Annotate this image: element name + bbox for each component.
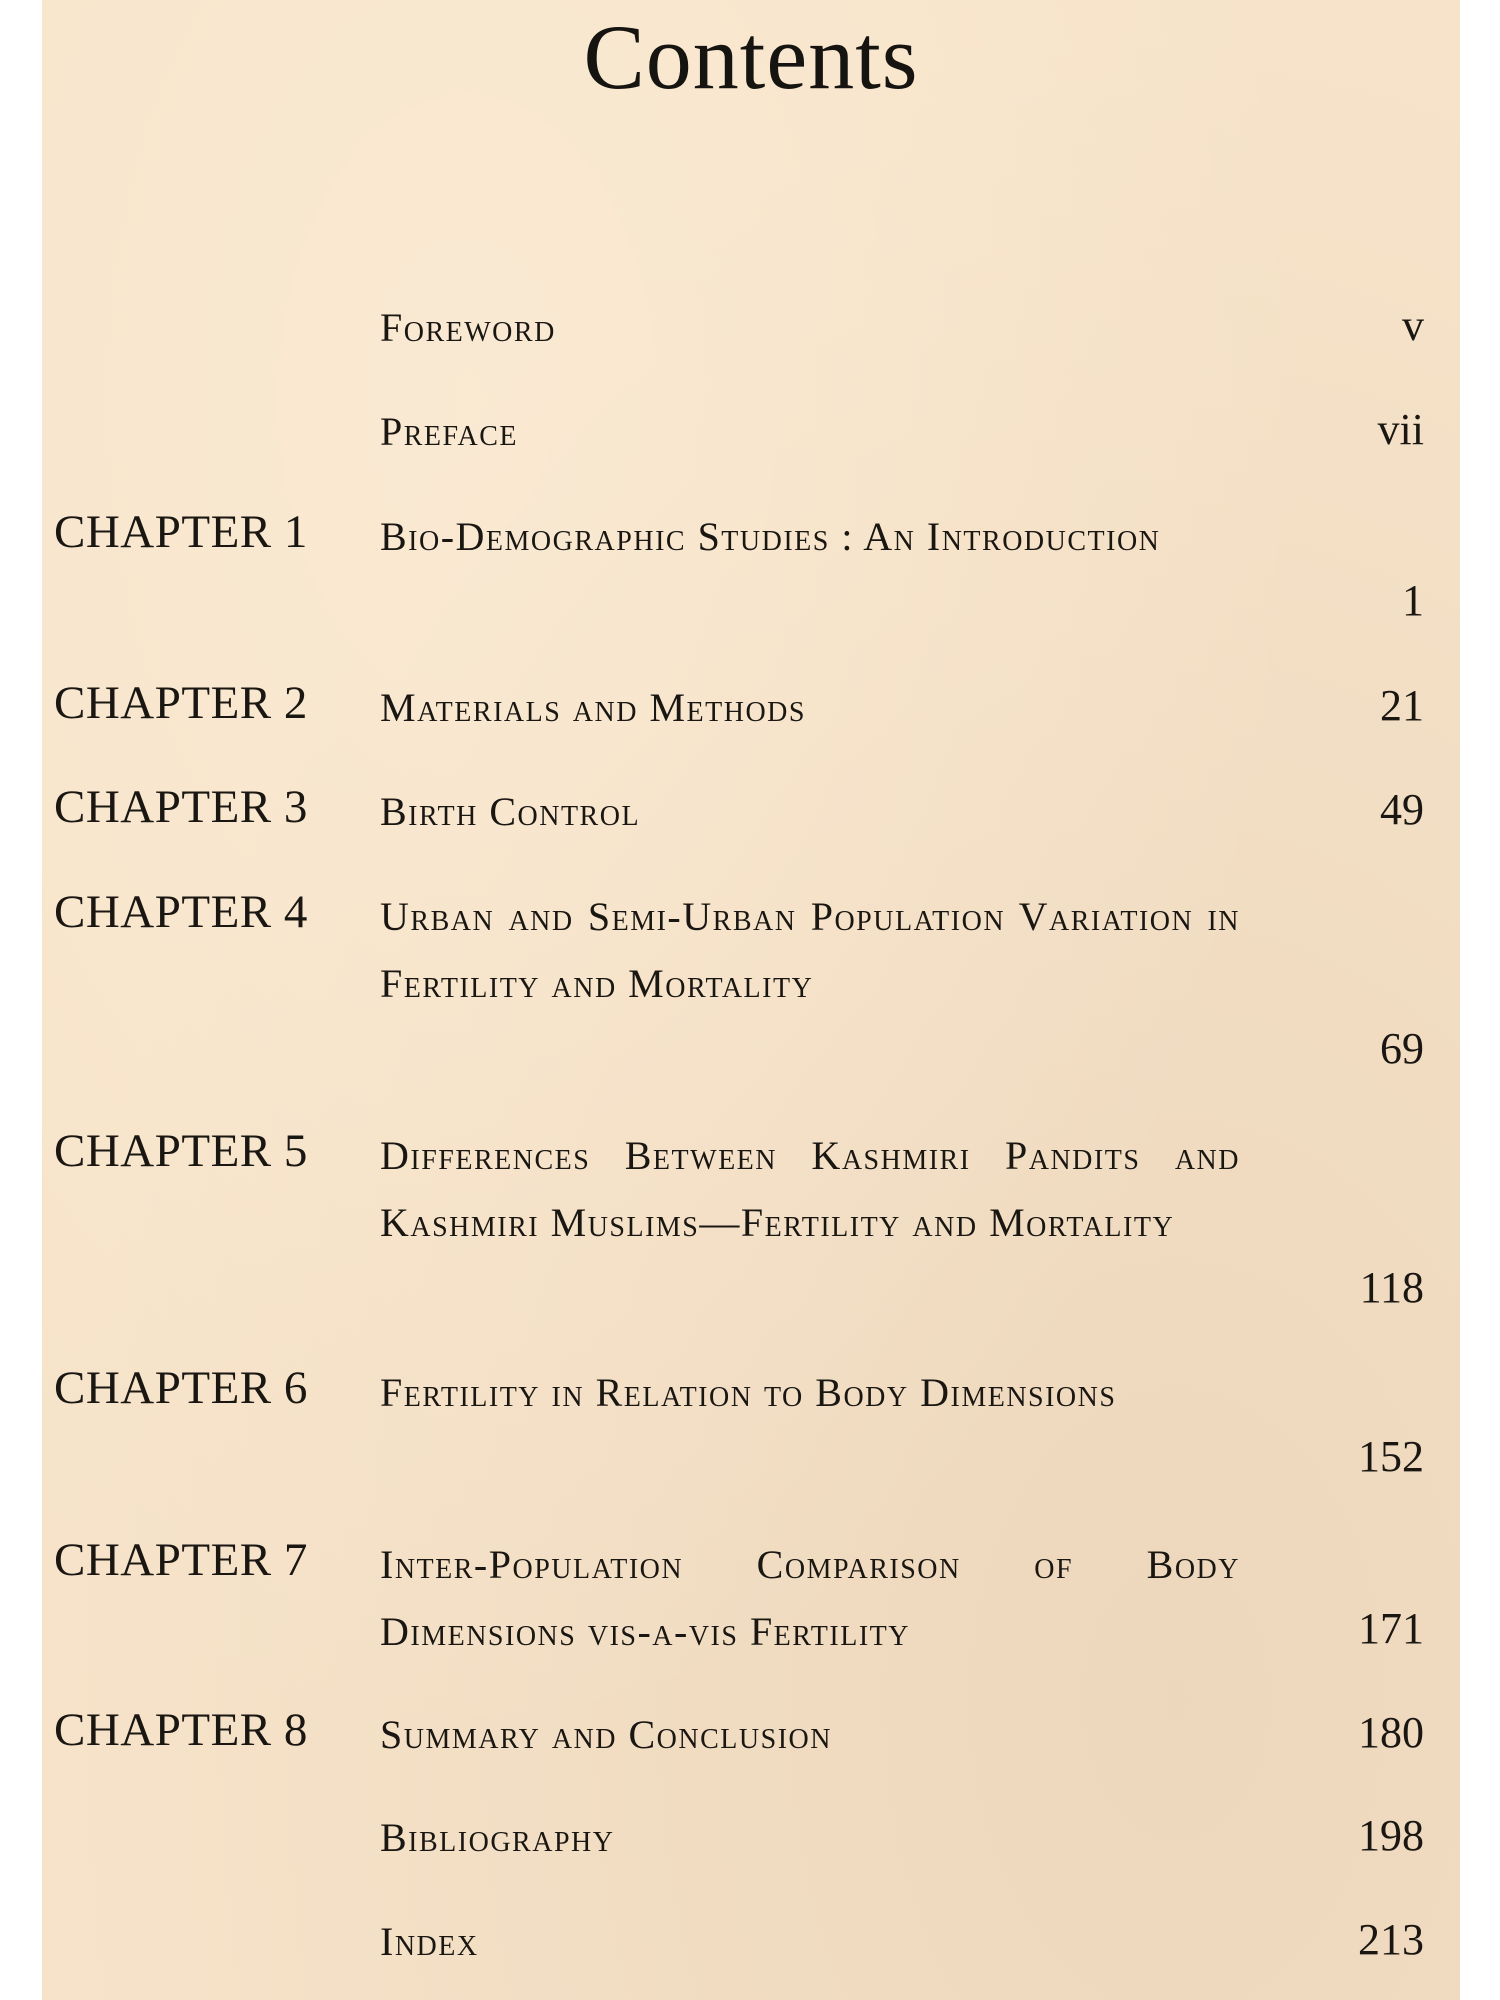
toc-entry-preface [42,405,1460,454]
toc-entry-label: CHAPTER 1 [54,506,308,558]
toc-entry-page: 69 [1380,1024,1424,1073]
toc-entry-foreword [42,301,1460,350]
toc-entry-bibliography [42,1811,1460,1860]
toc-entry-page: 198 [1358,1811,1424,1860]
toc-entry-page: vii [1377,405,1424,454]
toc-entry-chapter-6 [42,1362,1460,1481]
toc-entry-page: 180 [1358,1708,1424,1757]
toc-entry-label: CHAPTER 7 [54,1534,308,1586]
toc-entry-page: 49 [1380,785,1424,834]
toc-entry-title: Index [380,1919,479,1964]
toc-entry-page: 118 [1359,1263,1424,1312]
toc-entry-title: Foreword [380,305,556,350]
toc-entry-chapter-3 [42,781,1460,834]
toc-entry-label: CHAPTER 2 [54,677,308,729]
toc-entry-index [42,1915,1460,1964]
toc-entry-page: 21 [1380,681,1424,730]
toc-entry-page: 152 [1358,1432,1424,1481]
toc-entry-label: CHAPTER 4 [54,886,308,938]
toc-entry-chapter-4 [42,886,1460,1073]
toc-entry-label: CHAPTER 6 [54,1362,308,1414]
toc-entry-chapter-7 [42,1534,1460,1654]
toc-entry-chapter-5 [42,1125,1460,1312]
toc-entry-title: Differences Between Kashmiri Pandits and Kashmiri Muslims—Fertility and Mortality [380,1133,1240,1245]
toc-entry-title: Summary and Conclusion [380,1712,832,1757]
toc-entry-label: CHAPTER 8 [54,1704,308,1756]
toc-entry-page: 213 [1358,1915,1424,1964]
toc-entry-page: 171 [1358,1604,1424,1653]
toc-entry-chapter-2 [42,677,1460,730]
toc-entry-title: Inter-Population Comparison of Body Dimensions vis-a-vis Fertility [380,1542,1240,1654]
toc-entry-title: Bibliography [380,1815,615,1860]
toc-entry-page: v [1402,301,1424,350]
toc-entry-chapter-1 [42,506,1460,625]
toc-entry-title: Urban and Semi-Urban Population Variation in Fertility and Mortality [380,894,1240,1006]
toc-entry-chapter-8 [42,1704,1460,1757]
book-page [42,0,1460,2000]
toc-entry-label: CHAPTER 3 [54,781,308,833]
toc-entry-title: Preface [380,409,519,454]
toc-entry-title: Fertility in Relation to Body Dimensions [380,1370,1117,1415]
toc-entry-title: Materials and Methods [380,685,806,730]
page-title: Contents [583,6,919,108]
toc-entry-page: 1 [1402,576,1424,625]
toc-entry-title: Birth Control [380,789,641,834]
toc-entry-label: CHAPTER 5 [54,1125,308,1177]
toc-entry-title: Bio-Demographic Studies : An Introduction [380,514,1161,559]
